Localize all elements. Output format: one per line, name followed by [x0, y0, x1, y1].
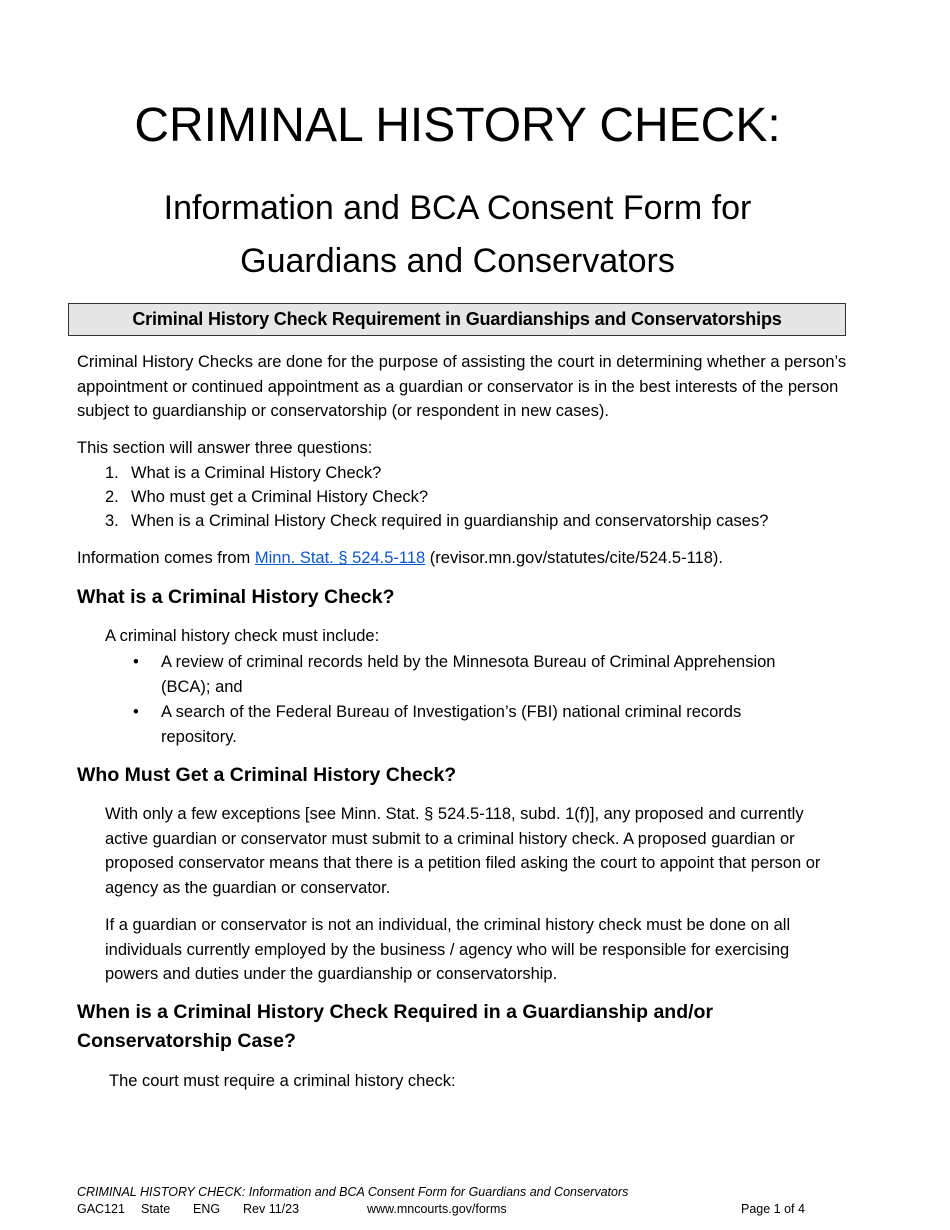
who-must-paragraph-1: With only a few exceptions [see Minn. Stat. § 524.5-118, subd. 1(f)], any proposed and currently active guardian or conservator must submit to a criminal history check. A proposed guardian or proposed conservator means that there is a petition filed asking the court to appoint that person or agency as the guardian or conservator. — [105, 805, 821, 897]
subtitle-line-1: Information and BCA Consent Form for — [163, 189, 752, 227]
statute-link[interactable]: Minn. Stat. § 524.5-118 — [254, 549, 426, 567]
info-source-suffix: (revisor.mn.gov/statutes/cite/524.5-118). — [425, 549, 723, 567]
bullet-text: A review of criminal records held by the Minnesota Bureau of Criminal Apprehension (BCA); and — [161, 653, 776, 696]
info-source — [77, 546, 847, 571]
list-text: Who must get a Criminal History Check? — [131, 488, 429, 506]
footer-form-id: GAC121 — [77, 1202, 125, 1216]
info-source-prefix: Information comes from — [77, 549, 255, 567]
page-subtitle — [0, 182, 915, 288]
footer-title: CRIMINAL HISTORY CHECK: Information and BCA Consent Form for Guardians and Conservators — [77, 1185, 629, 1199]
heading-when-is: When is a Criminal History Check Required in a Guardianship and/or Conservatorship Case? — [77, 1001, 714, 1052]
list-number: 1. — [105, 464, 119, 482]
intro-paragraph: Criminal History Checks are done for the purpose of assisting the court in determining whether a person’s appointment or continued appointment as a guardian or conservator is in the best interests of the person subject to guardianship or conservatorship (or respondent in new cases). — [77, 353, 847, 420]
section-header: Criminal History Check Requirement in Guardianships and Conservatorships — [68, 303, 846, 336]
list-number: 3. — [105, 512, 119, 530]
list-number: 2. — [105, 488, 119, 506]
who-must-paragraph-2: If a guardian or conservator is not an individual, the criminal history check must be done on all individuals currently employed by the business / agency who will be responsible for exercising powers and duties under the guardianship or conservatorship. — [105, 916, 791, 983]
list-text: When is a Criminal History Check required in guardianship and conservatorship cases? — [131, 512, 769, 530]
subtitle-line-2: Guardians and Conservators — [240, 242, 675, 280]
footer-language: ENG — [193, 1202, 221, 1216]
bullet-icon: • — [133, 653, 139, 671]
footer-revision: Rev 11/23 — [243, 1202, 300, 1216]
list-text: What is a Criminal History Check? — [131, 464, 382, 482]
footer-jurisdiction: State — [141, 1202, 171, 1216]
bullet-icon: • — [133, 703, 139, 721]
heading-who-must: Who Must Get a Criminal History Check? — [77, 764, 457, 786]
page-title: CRIMINAL HISTORY CHECK: — [134, 99, 781, 152]
footer-website: www.mncourts.gov/forms — [367, 1202, 507, 1216]
what-is-intro: A criminal history check must include: — [105, 627, 380, 645]
bullet-text: A search of the Federal Bureau of Investigation’s (FBI) national criminal records repository. — [161, 703, 742, 746]
heading-what-is: What is a Criminal History Check? — [77, 586, 395, 608]
footer-page-number: Page 1 of 4 — [741, 1202, 805, 1216]
questions-intro: This section will answer three questions: — [77, 439, 373, 457]
when-is-intro: The court must require a criminal history check: — [109, 1072, 456, 1090]
